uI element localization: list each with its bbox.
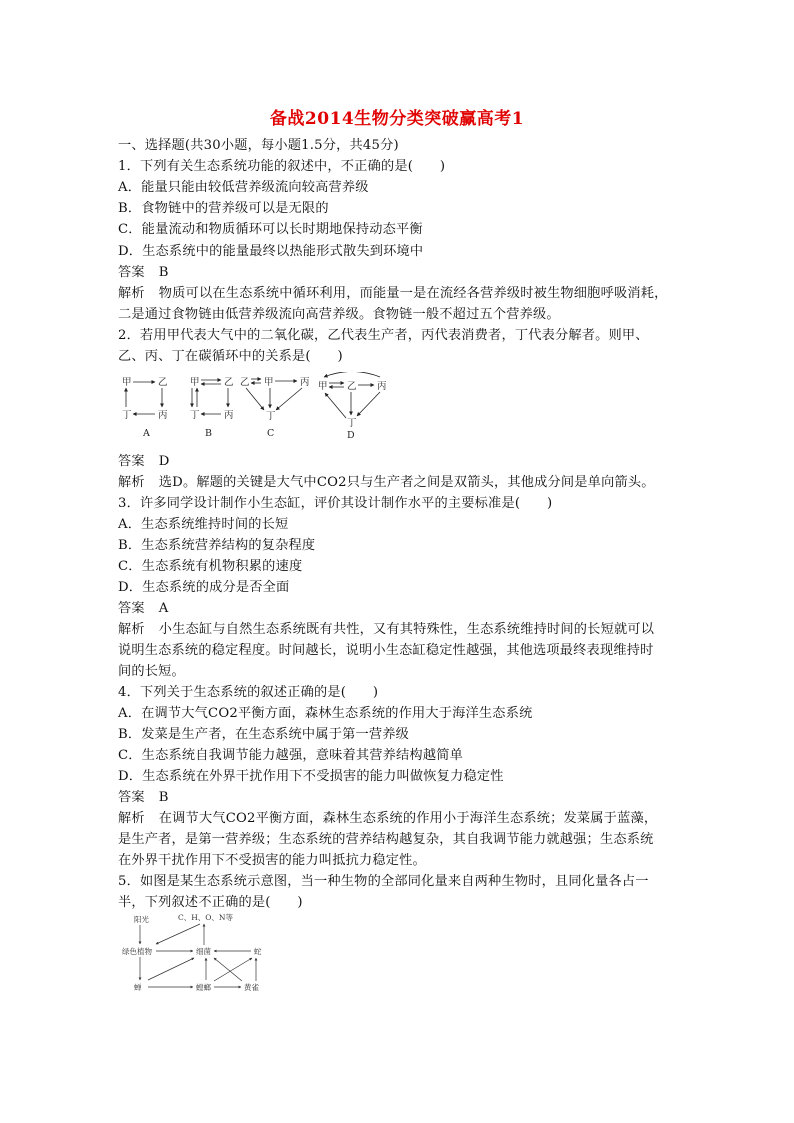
q2-stem-line-1: 2．若用甲代表大气中的二氧化碳，乙代表生产者，丙代表消费者，丁代表分解者。则甲、 bbox=[118, 328, 649, 343]
analysis-label: 解析 bbox=[118, 475, 145, 490]
node-ding: 丁 bbox=[347, 418, 357, 429]
q1-stem: 1．下列有关生态系统功能的叙述中，不正确的是( ) bbox=[118, 159, 446, 174]
node-bing: 丙 bbox=[377, 381, 387, 392]
q1-option-d: D．生态系统中的能量最终以热能形式散失到环境中 bbox=[118, 244, 424, 259]
node-jia: 甲 bbox=[190, 377, 200, 388]
node-snake: 蛇 bbox=[254, 947, 262, 956]
q1-analysis-line-2: 二是通过食物链由低营养级流向高营养级。食物链一般不超过五个营养级。 bbox=[118, 307, 560, 322]
q5-stem-line-1: 5．如图是某生态系统示意图，当一种生物的全部同化量来自两种生物时，且同化量各占一 bbox=[118, 874, 649, 889]
q4-option-c: C．生态系统自我调节能力越强，意味着其营养结构越简单 bbox=[118, 748, 463, 763]
document-title: 备战2014生物分类突破赢高考1 bbox=[269, 109, 525, 129]
answer-label: 答案 bbox=[118, 601, 145, 616]
node-yi: 乙 bbox=[158, 377, 168, 388]
q4-analysis-line-1 bbox=[118, 809, 678, 829]
node-bing: 丙 bbox=[300, 377, 310, 388]
node-oriole: 黄雀 bbox=[244, 983, 259, 992]
node-elements: C、H、O、N等 bbox=[178, 913, 233, 922]
q3-option-a: A．生态系统维持时间的长短 bbox=[118, 517, 289, 532]
q1-option-a: A．能量只能由较低营养级流向较高营养级 bbox=[118, 180, 369, 195]
node-ding: 丁 bbox=[122, 410, 132, 421]
diagram-label-a: A bbox=[143, 428, 150, 439]
node-cicada: 蝉 bbox=[134, 983, 142, 992]
diagram-label-b: B bbox=[205, 428, 212, 439]
q4-option-d: D．生态系统在外界干扰作用下不受损害的能力叫做恢复力稳定性 bbox=[118, 769, 504, 784]
q2-carbon-cycle-figure bbox=[118, 372, 398, 448]
q3-stem: 3．许多同学设计制作小生态缸，评价其设计制作水平的主要标准是( ) bbox=[118, 496, 553, 511]
node-mantis: 螳螂 bbox=[196, 983, 211, 992]
q2-diagram-d bbox=[318, 372, 387, 441]
node-yi: 乙 bbox=[347, 381, 357, 392]
analysis-text: 选D。解题的关键是大气中CO2只与生产者之间是双箭头，其他成分间是单向箭头。 bbox=[158, 475, 655, 490]
node-plant: 绿色植物 bbox=[122, 947, 152, 956]
node-bacteria: 细菌 bbox=[196, 947, 211, 956]
section-heading: 一、选择题(共30小题，每小题1.5分，共45分) bbox=[118, 138, 399, 153]
q2-answer bbox=[118, 452, 678, 472]
node-ding: 丁 bbox=[266, 411, 276, 422]
node-bing: 丙 bbox=[224, 410, 234, 421]
q3-option-c: C．生态系统有机物积累的速度 bbox=[118, 559, 303, 574]
q1-analysis-line-1 bbox=[118, 284, 678, 304]
q4-analysis-line-3: 在外界干扰作用下不受损害的能力叫抵抗力稳定性。 bbox=[118, 853, 426, 868]
answer-value: B bbox=[158, 790, 169, 805]
q4-stem: 4．下列关于生态系统的叙述正确的是( ) bbox=[118, 685, 379, 700]
answer-value: D bbox=[158, 454, 170, 469]
q3-analysis-line-2: 说明生态系统的稳定程度。时间越长，说明小生态缸稳定性越强，其他选项最终表现维持时 bbox=[118, 643, 654, 658]
q1-answer bbox=[118, 263, 678, 283]
analysis-label: 解析 bbox=[118, 286, 145, 301]
node-jia: 甲 bbox=[122, 377, 132, 388]
node-yi: 乙 bbox=[240, 377, 250, 388]
q2-analysis bbox=[118, 473, 678, 493]
q3-analysis-line-3: 间的长短。 bbox=[118, 664, 185, 679]
q4-option-b: B．发菜是生产者，在生态系统中属于第一营养级 bbox=[118, 727, 410, 742]
answer-label: 答案 bbox=[118, 265, 145, 280]
node-jia: 甲 bbox=[318, 381, 328, 392]
q5-ecosystem-figure bbox=[120, 910, 280, 1006]
q3-answer bbox=[118, 599, 678, 619]
q4-analysis-line-2: 是生产者，是第一营养级；生态系统的营养结构越复杂，其自我调节能力就越强；生态系统 bbox=[118, 832, 654, 847]
analysis-label: 解析 bbox=[118, 622, 145, 637]
q2-stem-line-2: 乙、丙、丁在碳循环中的关系是( ) bbox=[118, 349, 343, 364]
q2-diagram-c bbox=[240, 377, 310, 439]
answer-label: 答案 bbox=[118, 790, 145, 805]
q4-answer bbox=[118, 788, 678, 808]
q5-stem-line-2: 半，下列叙述不正确的是( ) bbox=[118, 895, 303, 910]
diagram-label-c: C bbox=[267, 428, 275, 439]
q2-diagram-b bbox=[190, 377, 234, 439]
node-ding: 丁 bbox=[190, 410, 200, 421]
analysis-text: 小生态缸与自然生态系统既有共性，又有其特殊性，生态系统维持时间的长短就可以 bbox=[158, 622, 655, 637]
node-bing: 丙 bbox=[158, 410, 168, 421]
node-jia: 甲 bbox=[264, 377, 274, 388]
q3-option-b: B．生态系统营养结构的复杂程度 bbox=[118, 538, 316, 553]
diagram-label-d: D bbox=[347, 430, 355, 441]
analysis-text: 物质可以在生态系统中循环利用，而能量一是在流经各营养级时被生物细胞呼吸消耗， bbox=[158, 286, 668, 301]
q4-option-a: A．在调节大气CO2平衡方面，森林生态系统的作用大于海洋生态系统 bbox=[118, 706, 533, 721]
analysis-text: 在调节大气CO2平衡方面，森林生态系统的作用小于海洋生态系统；发菜属于蓝藻， bbox=[158, 811, 658, 826]
node-yi: 乙 bbox=[224, 377, 234, 388]
answer-value: A bbox=[158, 601, 169, 616]
analysis-label: 解析 bbox=[118, 811, 145, 826]
q3-analysis-line-1 bbox=[118, 620, 678, 640]
answer-value: B bbox=[158, 265, 169, 280]
q2-diagram-a bbox=[122, 377, 168, 439]
q1-option-c: C．能量流动和物质循环可以长时期地保持动态平衡 bbox=[118, 222, 423, 237]
q1-option-b: B．食物链中的营养级可以是无限的 bbox=[118, 201, 329, 216]
node-sunlight: 阳光 bbox=[134, 915, 149, 924]
answer-label: 答案 bbox=[118, 454, 145, 469]
q3-option-d: D．生态系统的成分是否全面 bbox=[118, 580, 290, 595]
